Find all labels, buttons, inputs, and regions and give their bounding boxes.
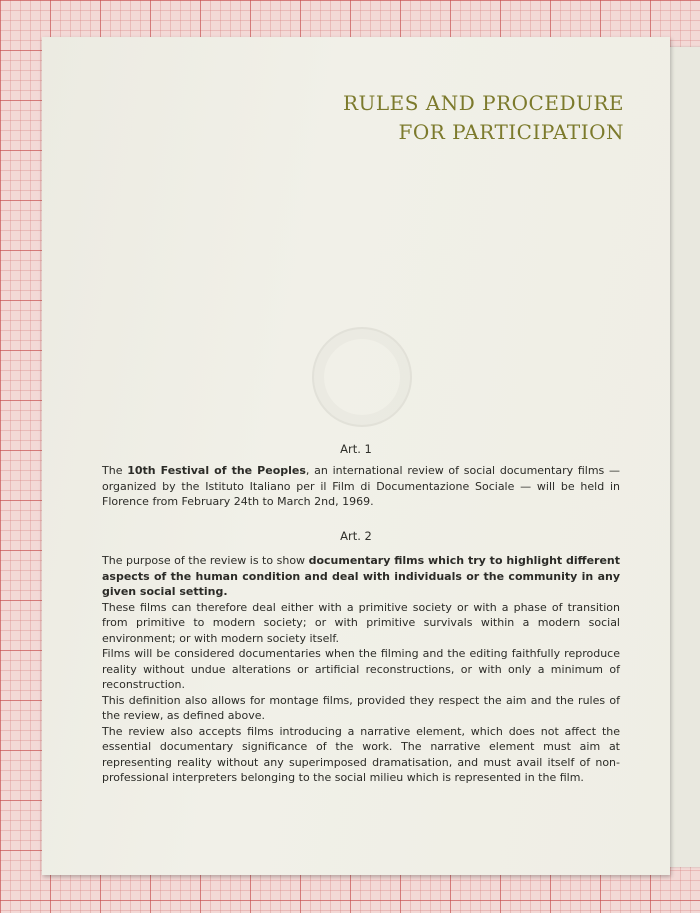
article-2-paragraph-5: The review also accepts films introducing a narrative element, which does not affect the essential documentary significance of the work. The narrative element must aim at representing reality without any superimposed dramatisation, and must avail itself of non-professional interpreters belonging to the social milieu which is represented in the film. xyxy=(102,724,620,784)
article-1-text-post: , an international review of social documentary films — organized by the Istituto Italiano per il Film di Documentazione Sociale — will be held in Florence from February 24th to March 2nd, 1969. xyxy=(102,464,620,508)
article-2-text-pre: The purpose of the review is to show xyxy=(102,554,309,567)
title-line-2: FOR PARTICIPATION xyxy=(398,120,624,144)
article-2-paragraph-3: Films will be considered documentaries when the filming and the editing faithfully reproduce reality without undue alterations or artificial reconstructions, or with only a minimum of reconstruction. xyxy=(102,647,620,691)
article-2-text-bold: documentary films which try to highlight different aspects of the human condition and deal with individuals or the community in any given social setting. xyxy=(102,554,621,598)
document-page xyxy=(42,37,670,875)
article-1-text-bold: 10th Festival of the Peoples xyxy=(127,464,306,477)
article-2-paragraph-4: This definition also allows for montage films, provided they respect the aim and the rules of the review, as defined above. xyxy=(102,693,620,722)
title-line-1: RULES AND PROCEDURE xyxy=(342,91,624,115)
page-title xyxy=(343,89,624,147)
article-1-paragraph xyxy=(102,463,620,510)
show-through-seal xyxy=(312,327,412,427)
article-1-heading: Art. 1 xyxy=(340,442,372,456)
article-2-heading: Art. 2 xyxy=(340,529,372,543)
article-1-text-pre: The xyxy=(102,464,128,477)
article-2-body xyxy=(102,553,620,786)
article-1-body xyxy=(102,463,620,510)
article-2-paragraph-2: These films can therefore deal either with a primitive society or with a phase of transition from primitive to modern society; or with primitive survivals within a modern social environment; or with modern society itself. xyxy=(102,600,620,645)
article-2-paragraph-1 xyxy=(102,553,620,600)
